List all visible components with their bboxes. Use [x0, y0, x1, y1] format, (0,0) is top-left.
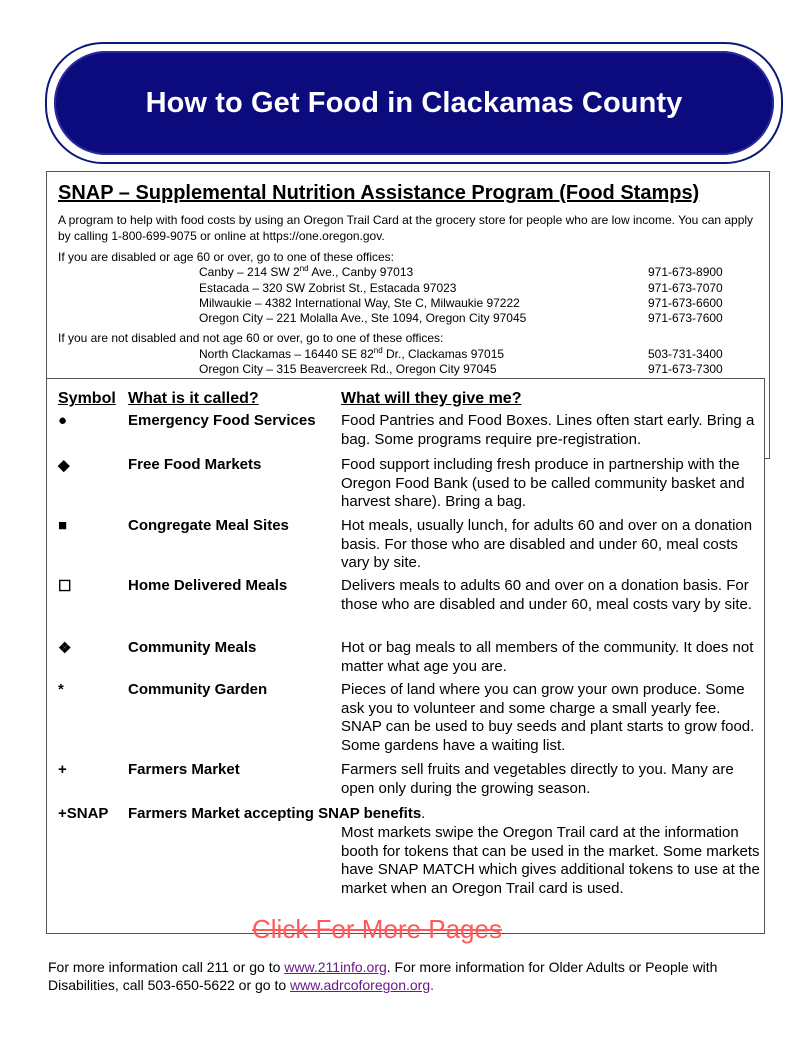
program-name: Home Delivered Meals	[128, 577, 288, 594]
program-name: Emergency Food Services	[128, 412, 316, 429]
symbol-plus-icon: +	[58, 761, 67, 778]
office-phone: 971-673-8900	[648, 265, 723, 279]
program-name: Congregate Meal Sites	[128, 517, 289, 534]
symbol-empty-square-icon: ☐	[58, 578, 72, 595]
office-address: Oregon City – 221 Molalla Ave., Ste 1094, Oregon City 97045	[199, 311, 527, 325]
program-name: Community Garden	[128, 681, 268, 698]
symbol-diamond-icon: ◆	[58, 457, 70, 474]
office-phone: 971-673-7600	[648, 311, 723, 325]
symbol-plus-snap-icon: +SNAP	[58, 805, 109, 822]
program-description: Farmers sell fruits and vegetables directly to you. Many are open only during the growing season.	[341, 761, 734, 797]
office-phone: 971-673-7070	[648, 281, 723, 295]
snap-title: SNAP – Supplemental Nutrition Assistance Program (Food Stamps)	[58, 182, 700, 204]
click-for-more-pages-link[interactable]: Click For More Pages	[252, 914, 502, 944]
program-description: Delivers meals to adults 60 and over on a donation basis. For those who are disabled and under 60, meal costs vary by site.	[341, 577, 753, 613]
office-address: North Clackamas – 16440 SE 82nd Dr., Clackamas 97015	[199, 346, 505, 361]
symbol-four-diamond-icon: ❖	[58, 640, 72, 657]
snap-description: A program to help with food costs by using an Oregon Trail Card at the grocery store for people who are low income. You can apply by calling 1-800-699-9075 or online at https://one.oregon.gov.	[58, 213, 754, 243]
office-address: Canby – 214 SW 2nd Ave., Canby 97013	[199, 264, 414, 279]
program-name: Free Food Markets	[128, 456, 262, 473]
disabled-offices-heading: If you are disabled or age 60 or over, go to one of these offices:	[58, 250, 394, 264]
title-banner	[45, 42, 783, 164]
program-name: Community Meals	[128, 639, 257, 656]
office-phone: 503-731-3400	[648, 347, 723, 361]
title-banner-fill	[54, 51, 774, 155]
not-disabled-offices-heading: If you are not disabled and not age 60 or over, go to one of these offices:	[58, 331, 444, 345]
symbol-asterisk-icon: *	[58, 681, 64, 698]
header-give: What will they give me?	[341, 390, 522, 407]
symbol-bullet-icon: ●	[58, 412, 68, 429]
program-name: Farmers Market accepting SNAP benefits.	[128, 805, 426, 822]
program-description: Hot or bag meals to all members of the community. It does not matter what age you are.	[341, 639, 754, 675]
program-description: Food Pantries and Food Boxes. Lines often start early. Bring a bag. Some programs require pre-registration.	[341, 412, 755, 448]
211info-link[interactable]: www.211info.org	[284, 959, 387, 975]
program-description: Pieces of land where you can grow your own produce. Some ask you to volunteer and some charge a small yearly fee. SNAP can be used to buy seeds and plant starts to grow food. Some gardens have a waiting list.	[341, 681, 755, 754]
office-phone: 971-673-6600	[648, 296, 723, 310]
page-title: How to Get Food in Clackamas County	[145, 86, 683, 119]
symbol-square-icon: ■	[58, 517, 68, 534]
header-name: What is it called?	[128, 390, 259, 407]
office-address: Milwaukie – 4382 International Way, Ste C, Milwaukie 97222	[199, 296, 520, 310]
adrcoforegon-link[interactable]: www.adrcoforegon.org	[290, 977, 431, 993]
program-name: Farmers Market	[128, 761, 240, 778]
footer-info: For more information call 211 or go to www.211info.org. For more information for Older Adults or People with Disabilities, call 503-650-5622 or go to www.adrcoforegon.org.	[48, 959, 718, 993]
program-description: Most markets swipe the Oregon Trail card at the information booth for tokens that can be used in the market. Some markets have SNAP MATCH which gives additional tokens to use at the market when an Oregon Trail card is used.	[341, 824, 760, 897]
program-description: Hot meals, usually lunch, for adults 60 and over on a donation basis. For those who are disabled and under 60, meal costs vary by site.	[341, 517, 753, 571]
office-address: Estacada – 320 SW Zobrist St., Estacada 97023	[199, 281, 457, 295]
office-phone: 971-673-7300	[648, 362, 723, 376]
office-address: Oregon City – 315 Beavercreek Rd., Oregon City 97045	[199, 362, 497, 376]
program-description: Food support including fresh produce in partnership with the Oregon Food Bank (used to be called community basket and harvest share). Bring a bag.	[341, 456, 745, 510]
header-symbol: Symbol	[58, 390, 116, 407]
